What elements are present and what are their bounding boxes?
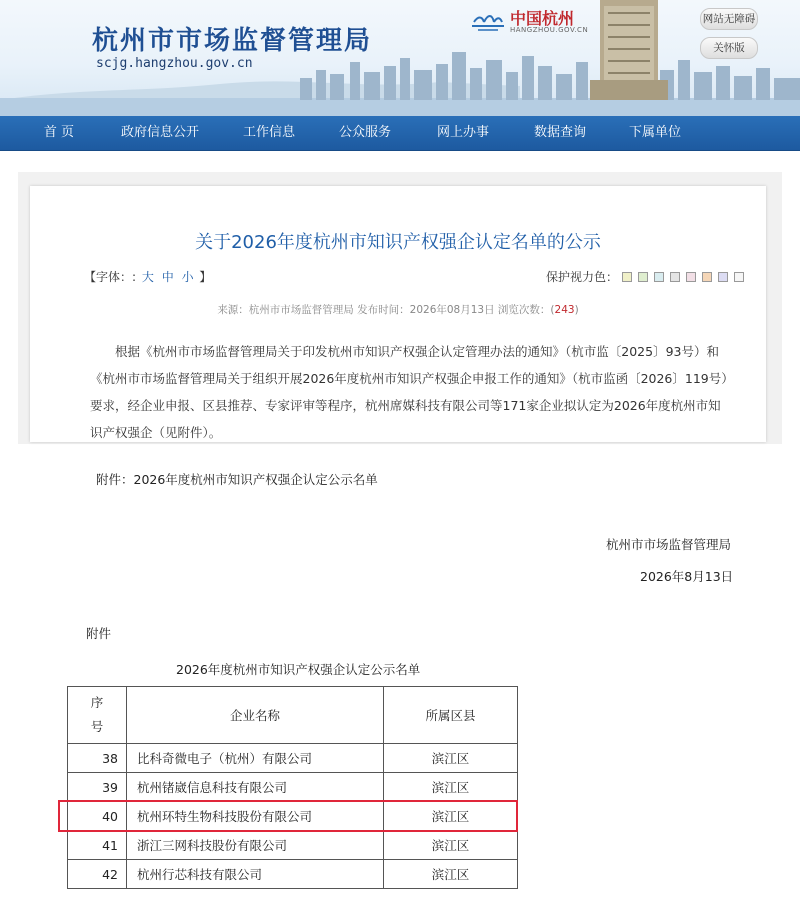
site-title: 杭州市市场监督管理局 <box>92 26 373 56</box>
font-size-prefix: 【字体：: <box>84 270 137 284</box>
table-row <box>68 860 518 889</box>
eye-protect-swatch[interactable] <box>686 272 696 282</box>
hangzhou-logo-icon <box>470 6 506 32</box>
table-row <box>68 744 518 773</box>
eye-protect-swatch[interactable] <box>654 272 664 282</box>
font-small-link[interactable]: 小 <box>181 270 194 284</box>
font-size-controls <box>84 268 211 285</box>
meta-source-date: 来源：杭州市市场监督管理局 发布时间：2026年08月13日 浏览次数：( <box>217 304 555 316</box>
row-company-name: 杭州行芯科技有限公司 <box>127 860 384 889</box>
logo-text: 中国杭州 <box>510 9 575 28</box>
accessibility-button[interactable]: 网站无障碍 <box>700 8 758 30</box>
logo-subtext: HANGZHOU.GOV.CN <box>510 26 589 34</box>
eye-protect-swatch[interactable] <box>638 272 648 282</box>
nav-subordinates[interactable]: 下属单位 <box>628 125 681 140</box>
nav-online-service[interactable]: 网上办事 <box>436 125 489 140</box>
nav-public-service[interactable]: 公众服务 <box>338 125 391 140</box>
header-company-name: 企业名称 <box>127 687 384 744</box>
row-district: 滨江区 <box>384 831 518 860</box>
font-size-suffix: 】 <box>199 270 212 284</box>
issuing-authority: 杭州市市场监督管理局 <box>606 537 732 552</box>
header-no <box>68 687 127 744</box>
header-district: 所属区县 <box>384 687 518 744</box>
header-no-line2: 号 <box>90 719 104 734</box>
row-company-name: 杭州锗崴信息科技有限公司 <box>127 773 384 802</box>
row-company-name: 杭州环特生物科技股份有限公司 <box>127 802 384 831</box>
eye-protect-label: 保护视力色： <box>546 270 619 284</box>
view-count: 243 <box>554 304 575 316</box>
font-large-link[interactable]: 大 <box>141 270 154 284</box>
eye-protect-swatch[interactable] <box>734 272 744 282</box>
list-title: 2026年度杭州市知识产权强企认定公示名单 <box>176 662 421 677</box>
nav-work-info[interactable]: 工作信息 <box>242 125 295 140</box>
row-company-name: 比科奇微电子（杭州）有限公司 <box>127 744 384 773</box>
site-domain: scjg.hangzhou.gov.cn <box>96 56 253 71</box>
highlight-box <box>58 800 518 832</box>
row-district: 滨江区 <box>384 860 518 889</box>
row-number: 39 <box>68 773 127 802</box>
nav-data-query[interactable]: 数据查询 <box>533 125 586 140</box>
article-meta <box>30 302 766 317</box>
site-header <box>0 0 800 116</box>
row-company-name: 浙江三网科技股份有限公司 <box>127 831 384 860</box>
table-row <box>68 773 518 802</box>
table-row <box>68 831 518 860</box>
article-title: 关于2026年度杭州市知识产权强企认定名单的公示 <box>195 232 601 253</box>
nav-gov-info[interactable]: 政府信息公开 <box>120 125 199 140</box>
row-district: 滨江区 <box>384 802 518 831</box>
eye-protect-swatch[interactable] <box>670 272 680 282</box>
company-list-table <box>67 686 518 889</box>
header-no-line1: 序 <box>90 695 104 710</box>
row-number: 40 <box>68 802 127 831</box>
china-hangzhou-logo[interactable] <box>470 4 600 36</box>
row-number: 38 <box>68 744 127 773</box>
row-district: 滨江区 <box>384 744 518 773</box>
care-mode-button[interactable]: 关怀版 <box>700 37 758 59</box>
attachment-reference: 附件：2026年度杭州市知识产权强企认定公示名单 <box>96 472 378 487</box>
eye-protect-swatch[interactable] <box>702 272 712 282</box>
issue-date: 2026年8月13日 <box>640 569 734 584</box>
nav-home[interactable]: 首 页 <box>43 125 75 140</box>
main-nav <box>0 116 800 151</box>
row-number: 42 <box>68 860 127 889</box>
article-paragraph: 根据《杭州市市场监督管理局关于印发杭州市知识产权强企认定管理办法的通知》（杭市监〔2025〕93号）和《杭州市市场监督管理局关于组织开展2026年度杭州市知识产权强企申报工作的通知》（杭市监函〔2026〕119号）要求，经企业申报、区县推荐、专家评审等程序，杭州席媒科技有限公司等171家企业拟认定为2026年度杭州市知识产权强企（见附件）。 <box>90 344 728 440</box>
meta-suffix: ) <box>574 304 579 316</box>
row-district: 滨江区 <box>384 773 518 802</box>
eye-protect-swatch[interactable] <box>718 272 728 282</box>
article-body <box>90 338 730 446</box>
article-card <box>30 186 766 442</box>
table-header-row <box>68 687 518 744</box>
font-medium-link[interactable]: 中 <box>161 270 174 284</box>
eye-protect-swatch[interactable] <box>622 272 632 282</box>
row-number: 41 <box>68 831 127 860</box>
attachment-label: 附件 <box>86 626 112 641</box>
